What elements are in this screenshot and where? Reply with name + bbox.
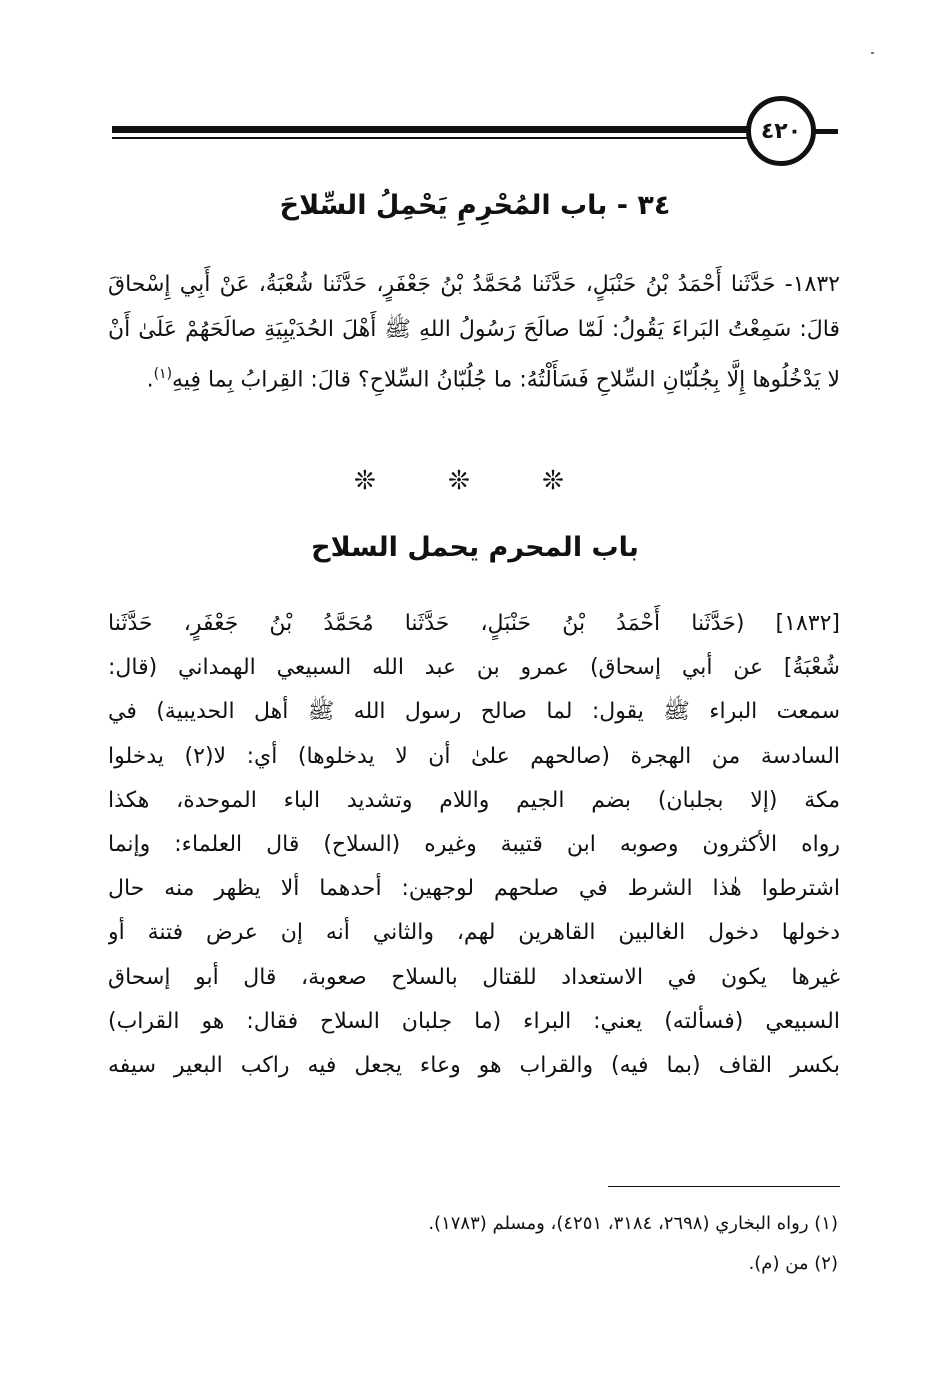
hadith-end: . <box>146 367 154 393</box>
commentary-line: مكة (إلا بجلبان) بضم الجيم واللام وتشديد الباء الموحدة، هكذا <box>108 787 840 813</box>
commentary-line: اشترطوا هٰذا الشرط في صلحهم لوجهين: أحدهما ألا يظهر منه حال <box>108 876 840 902</box>
footnote-1: (١) رواه البخاري (٢٦٩٨، ٣١٨٤، ٤٢٥١)، ومسلم (١٧٨٣). <box>428 1213 838 1234</box>
section-separator: ❊ ❊ ❊ <box>354 466 596 496</box>
footnote-divider <box>608 1186 840 1187</box>
commentary-line: بكسر القاف (بما فيه) والقراب هو وعاء يجعل فيه راكب البعير سيفه <box>108 1053 840 1079</box>
commentary-line: دخولها دخول الغالبين القاهرين لهم، والثاني أنه إن عرض فتنة أو <box>108 920 840 946</box>
commentary-line: غيرها يكون في الاستعداد للقتال بالسلاح صعوبة، قال أبو إسحاق <box>108 964 840 990</box>
commentary-text <box>108 602 840 1088</box>
commentary-line: السبيعي (فسألته) يعني: البراء (ما جلبان السلاح فقال: هو القراب) <box>108 1008 840 1034</box>
commentary-line: السادسة من الهجرة (صالحهم علىٰ أن لا يدخلوها) أي: لا(٢) يدخلوا <box>108 743 840 769</box>
header-rule-thick <box>112 126 766 133</box>
hadith-body: ١٨٣٢- حَدَّثَنا أَحْمَدُ بْنُ حَنْبَلٍ، حَدَّثَنا مُحَمَّدُ بْنُ جَعْفَرٍ، حَدَّثَنا شُعْبَةُ، عَنْ أَبِي إِسْحاقَ قالَ: سَمِعْتُ البَراءَ يَقُولُ: لَمّا صالَحَ رَسُولُ اللهِ ﷺ أَهْلَ الحُدَيْبِيَةِ صالَحَهُمْ عَلَىٰ أَنْ لا يَدْخُلُوها إِلَّا بِجُلُبّانِ السِّلاحِ فَسَأَلْتُهُ: ما جُلُبّانُ السِّلاحِ؟ قالَ: القِرابُ بِما فِيهِ <box>108 272 840 393</box>
header-rule-thin <box>112 137 766 139</box>
page-number: ٤٢٠ <box>746 96 816 166</box>
footnote-2: (٢) من (م). <box>748 1253 838 1274</box>
footnote-ref-1: (١) <box>153 366 173 382</box>
hadith-text <box>108 262 840 402</box>
scan-mark <box>871 52 874 54</box>
footnotes <box>112 1204 838 1284</box>
page-header <box>112 96 838 172</box>
commentary-line: سمعت البراء ﷺ يقول: لما صالح رسول الله ﷺ أهل الحديبية) في <box>108 699 840 725</box>
commentary-line: رواه الأكثرون وصوبه ابن قتيبة وغيره (السلاح) قال العلماء: وإنما <box>108 832 840 858</box>
commentary-line: [١٨٣٢] (حَدَّثَنا أَحْمَدُ بْنُ حَنْبَلٍ، حَدَّثَنا مُحَمَّدُ بْنُ جَعْفَرٍ، حَدَّثَنا <box>108 611 840 636</box>
commentary-title: باب المحرم يحمل السلاح <box>311 532 639 563</box>
commentary-line: شُعْبَةُ] عن أبي إسحاق) عمرو بن عبد الله السبيعي الهمداني (قال: <box>108 655 840 681</box>
chapter-title: ٣٤ - باب المُحْرِمِ يَحْمِلُ السِّلاحَ <box>279 190 671 221</box>
